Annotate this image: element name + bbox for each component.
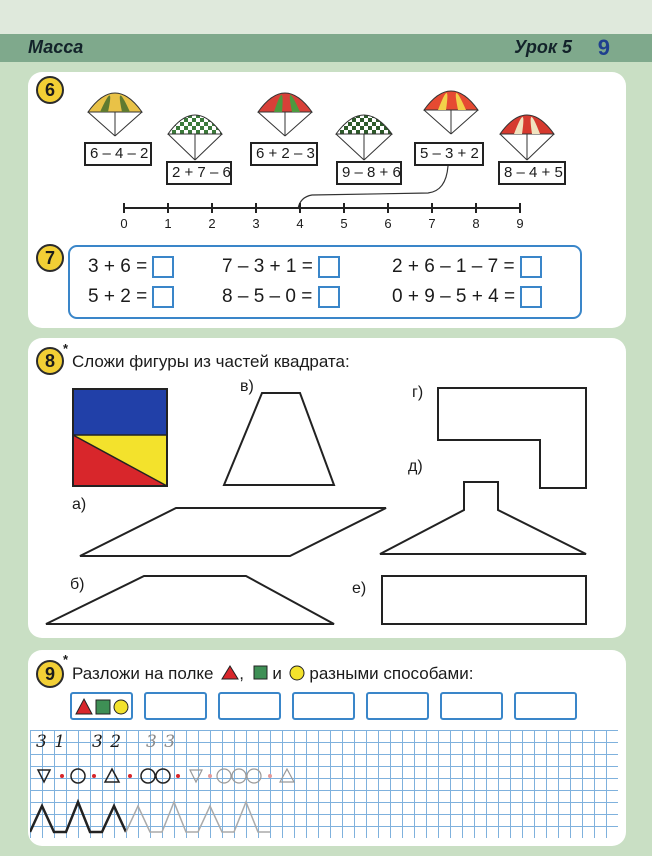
equation-6-text: 0 + 9 – 5 + 4 = bbox=[392, 286, 516, 308]
figure-label-d: д) bbox=[408, 458, 423, 475]
expression-box-5: 5 – 3 + 2 bbox=[414, 142, 484, 166]
tick-label-9: 9 bbox=[516, 216, 524, 231]
tick-label-5: 5 bbox=[340, 216, 348, 231]
task-9-instruction-end: разными способами: bbox=[309, 664, 474, 683]
shelf-box-2[interactable] bbox=[144, 692, 207, 720]
shelf-example-shapes bbox=[73, 695, 133, 719]
figure-d-outline bbox=[380, 482, 586, 554]
shelf-box-3[interactable] bbox=[218, 692, 281, 720]
expression-box-6: 8 – 4 + 5 bbox=[498, 161, 566, 185]
tick-label-1: 1 bbox=[164, 216, 172, 231]
equation-4-text: 5 + 2 = bbox=[88, 286, 148, 308]
task-7-number: 7 bbox=[36, 244, 64, 272]
tick-label-0: 0 bbox=[120, 216, 128, 231]
task-9-conj: и bbox=[272, 664, 282, 683]
digit-sample-2: 3 2 bbox=[92, 732, 123, 752]
zigzag-border bbox=[30, 796, 290, 836]
task-9-comma: , bbox=[239, 664, 244, 683]
expression-box-4: 9 – 8 + 6 bbox=[336, 161, 402, 185]
figure-label-e: е) bbox=[352, 580, 367, 597]
figure-label-b: б) bbox=[70, 576, 85, 593]
tick-label-4: 4 bbox=[296, 216, 304, 231]
task-9-star: * bbox=[63, 652, 69, 667]
equation-5-text: 8 – 5 – 0 = bbox=[222, 286, 313, 308]
equation-2-text: 7 – 3 + 1 = bbox=[222, 256, 313, 278]
triangle-icon bbox=[221, 665, 239, 680]
figure-b-outline bbox=[46, 576, 334, 624]
pattern-row bbox=[30, 760, 330, 790]
shelf-box-4[interactable] bbox=[292, 692, 355, 720]
figure-label-v: в) bbox=[240, 378, 254, 395]
shelf-box-7[interactable] bbox=[514, 692, 577, 720]
shelf-box-6[interactable] bbox=[440, 692, 503, 720]
digit-sample-1: 3 1 bbox=[36, 732, 67, 752]
tick-label-7: 7 bbox=[428, 216, 436, 231]
tick-label-6: 6 bbox=[384, 216, 392, 231]
expression-box-2: 2 + 7 – 6 bbox=[166, 161, 232, 185]
equation-1-text: 3 + 6 = bbox=[88, 256, 148, 278]
figure-label-g: г) bbox=[412, 384, 424, 401]
subject-title: Масса bbox=[28, 37, 84, 57]
task-8-number: 8 bbox=[36, 347, 64, 375]
task-8-star: * bbox=[63, 341, 69, 356]
task-9-instruction bbox=[72, 664, 473, 684]
task-9-number: 9 bbox=[36, 660, 64, 688]
task-9-instruction-start: Разложи на полке bbox=[72, 664, 214, 683]
figure-label-a: а) bbox=[72, 496, 87, 513]
circle-icon bbox=[289, 665, 305, 681]
page-number: 9 bbox=[597, 35, 610, 60]
figure-a-outline bbox=[80, 508, 386, 556]
digit-sample-3: 3 3 bbox=[146, 732, 177, 752]
tick-label-3: 3 bbox=[252, 216, 260, 231]
task-8-instruction: Сложи фигуры из частей квадрата: bbox=[72, 352, 350, 371]
tick-label-2: 2 bbox=[208, 216, 216, 231]
shelf-box-5[interactable] bbox=[366, 692, 429, 720]
lesson-title: Урок 5 bbox=[514, 37, 572, 57]
task-6-number: 6 bbox=[36, 76, 64, 104]
tick-label-8: 8 bbox=[472, 216, 480, 231]
equation-3-text: 2 + 6 – 1 – 7 = bbox=[392, 256, 515, 278]
figure-g-outline bbox=[438, 388, 586, 488]
shelf-box-1[interactable] bbox=[70, 692, 133, 720]
expression-box-1: 6 – 4 – 2 bbox=[84, 142, 152, 166]
figure-e-outline bbox=[382, 576, 586, 624]
expression-box-3: 6 + 2 – 3 bbox=[250, 142, 318, 166]
square-icon bbox=[253, 665, 268, 680]
figure-v-outline bbox=[224, 393, 334, 485]
